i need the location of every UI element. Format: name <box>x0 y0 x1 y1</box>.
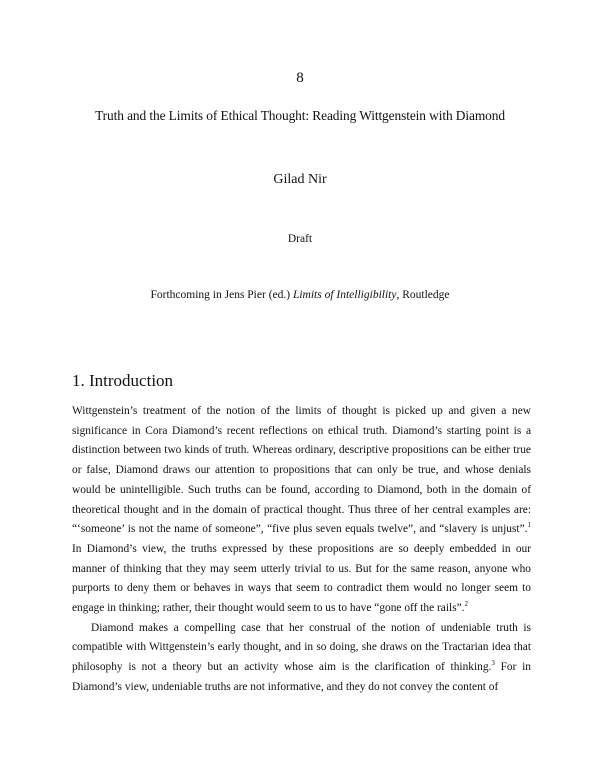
footnote-ref-3[interactable]: 3 <box>491 659 495 668</box>
chapter-title: Truth and the Limits of Ethical Thought: Reading Wittgenstein with Diamond <box>95 108 505 123</box>
book-title: Limits of Intelligibility <box>292 289 397 301</box>
footnote-ref-1[interactable]: 1 <box>527 521 531 530</box>
paragraph-2-text-a: Diamond makes a compelling case that her construal of the notion of undeniable truth is compatible with Wittgenstein’s early thought, and in so doing, she draws on the Tractarian idea that philosophy is not a theory but an activity whose aim is the clarification of thinking. <box>72 621 531 674</box>
paragraph-1 <box>72 402 531 619</box>
footnote-ref-2[interactable]: 2 <box>464 600 469 609</box>
publication-note-suffix: , Routledge <box>396 289 450 301</box>
paragraph-1-text-b: In Diamond’s view, the truths expressed by these propositions are so deeply embedded in our manner of thinking that they may seem utterly trivial to us. But for the same reason, anyone who purports to deny them or behaves in ways that seem to contradict them would no longer seem to engage in thinking; rather, their thought would seem to us to have “gone off the rails”. <box>72 542 531 615</box>
draft-label: Draft <box>287 233 313 245</box>
author-name: Gilad Nir <box>273 172 327 187</box>
paragraph-1-text-a: Wittgenstein’s treatment of the notion of the limits of thought is picked up and given a new significance in Cora Diamond’s recent reflections on ethical truth. Diamond’s starting point is a distinction between two kinds of truth. Whereas ordinary, descriptive propositions can be either true or false, Diamond draws our attention to propositions that can only be true, and whose denials would be unintelligible. Such truths can be found, according to Diamond, both in the domain of theoretical thought and in the domain of practical thought. Thus three of her central examples are: “‘someone’ is not the name of someone”, “five plus seven equals twelve”, and “slavery is unjust”. <box>72 405 531 536</box>
paragraph-2 <box>72 619 531 698</box>
chapter-number: 8 <box>296 70 304 86</box>
section-body <box>72 402 531 698</box>
publication-note <box>0 289 600 301</box>
publication-note-prefix: Forthcoming in Jens Pier (ed.) <box>150 289 293 301</box>
paragraph-2-text-b: For in Diamond’s view, undeniable truths are not informative, and they do not convey the content of <box>72 661 531 693</box>
section-heading: 1. Introduction <box>72 371 174 390</box>
